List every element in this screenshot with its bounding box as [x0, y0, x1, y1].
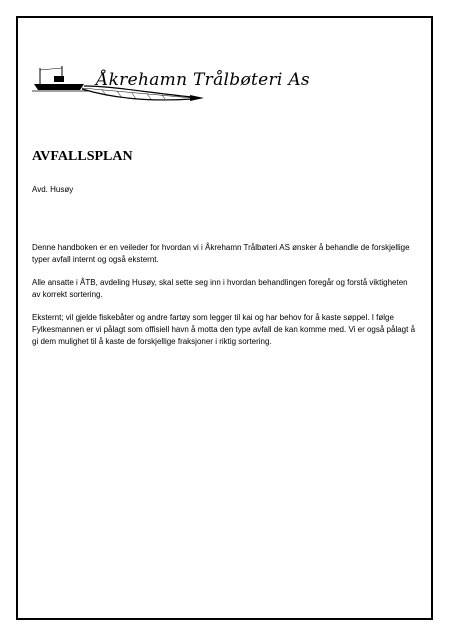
company-name: Åkrehamn Trålbøteri As [96, 70, 310, 90]
employees-paragraph: Alle ansatte i ÅTB, avdeling Husøy, skal sette seg inn i hvordan behandlingen foregår og forstå viktigheten av korrekt sortering. [32, 278, 408, 299]
company-logo [32, 64, 310, 112]
intro-paragraph: Denne handboken er en veileder for hvordan vi i Åkrehamn Trålbøteri AS ønsker å behandle de forskjellige typer avfall internt og også eksternt. [32, 243, 410, 264]
external-paragraph: Eksternt; vil gjelde fiskebåter og andre fartøy som legger til kai og har behov for å kaste søppel. I følge Fylkesmannen er vi pålagt som offisiell havn å motta den type avfall de kan komme med. Vi er også pålagt å gi dem mulighet til å kaste de forskjellige fraksjoner i riktig sortering. [32, 313, 416, 346]
document-title: AVFALLSPLAN [32, 149, 133, 164]
department-label: Avd. Husøy [32, 185, 74, 194]
